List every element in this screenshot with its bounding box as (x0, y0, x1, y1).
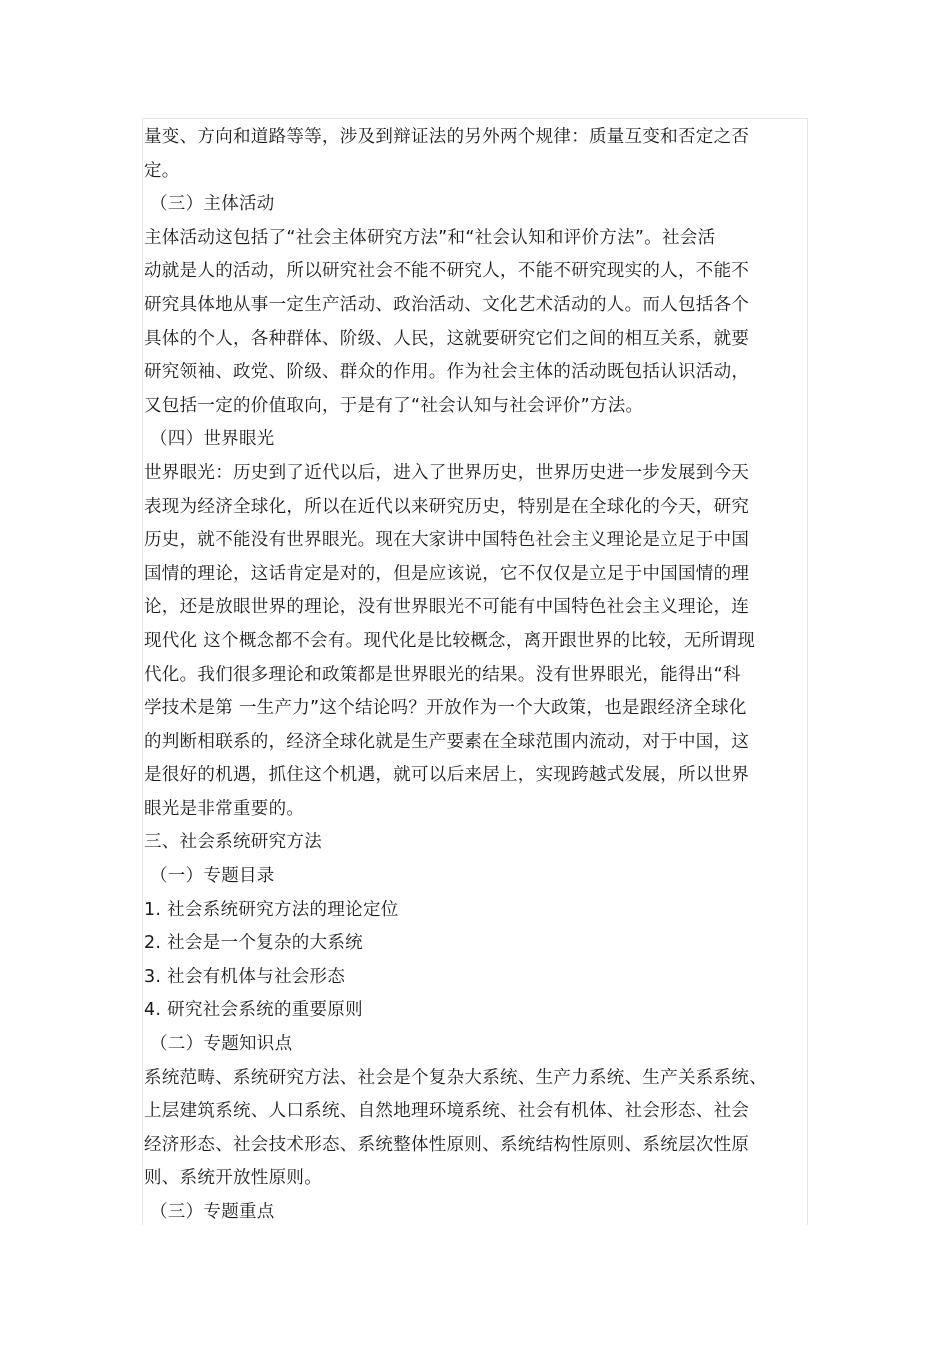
text-line: 研究领袖、政党、阶级、群众的作用。作为社会主体的活动既包括认识活动， (144, 362, 750, 383)
text-line: 动就是人的活动，所以研究社会不能不研究人，不能不研究现实的人，不能不 (144, 261, 750, 282)
text-line: 定。 (144, 160, 180, 181)
text-line: 代化。我们很多理论和政策都是世界眼光的结果。没有世界眼光，能得出“科 (144, 664, 741, 685)
text-line: 学技术是第 一生产力”这个结论吗？开放作为一个大政策，也是跟经济全球化 (144, 698, 747, 719)
section-heading: （四）世界眼光 (150, 429, 275, 450)
text-line: 上层建筑系统、人口系统、自然地理环境系统、社会有机体、社会形态、社会 (144, 1101, 750, 1122)
text-line: 系统范畴、系统研究方法、社会是个复杂大系统、生产力系统、生产关系系统、 (144, 1067, 767, 1088)
list-item: 2. 社会是一个复杂的大系统 (144, 933, 363, 954)
list-item: 4. 研究社会系统的重要原则 (144, 1000, 363, 1021)
text-line: 国情的理论，这话肯定是对的，但是应该说，它不仅仅是立足于中国国情的理 (144, 563, 750, 584)
text-line: 表现为经济全球化，所以在近代以来研究历史，特别是在全球化的今天，研究 (144, 496, 750, 517)
text-line: 世界眼光：历史到了近代以后，进入了世界历史，世界历史进一步发展到今天 (144, 462, 750, 483)
text-line: 又包括一定的价值取向，于是有了“社会认知与社会评价”方法。 (144, 395, 644, 416)
section-heading: （三）主体活动 (150, 194, 275, 215)
text-line: 眼光是非常重要的。 (144, 798, 305, 819)
section-heading: （一）专题目录 (150, 866, 275, 887)
text-line: 则、系统开放性原则。 (144, 1168, 322, 1189)
text-line: 研究具体地从事一定生产活动、政治活动、文化艺术活动的人。而人包括各个 (144, 294, 750, 315)
list-item: 3. 社会有机体与社会形态 (144, 966, 346, 987)
text-line: 论，还是放眼世界的理论，没有世界眼光不可能有中国特色社会主义理论，连 (144, 597, 750, 618)
text-line: 主体活动这包括了“社会主体研究方法”和“社会认知和评价方法”。社会活 (144, 227, 716, 248)
text-line: 经济形态、社会技术形态、系统整体性原则、系统结构性原则、系统层次性原 (144, 1134, 750, 1155)
text-line: 量变、方向和道路等等，涉及到辩证法的另外两个规律：质量互变和否定之否 (144, 127, 750, 147)
text-line: 的判断相联系的，经济全球化就是生产要素在全球范围内流动，对于中国，这 (144, 731, 750, 752)
document-body (144, 121, 784, 1230)
text-line: 具体的个人，各种群体、阶级、人民，这就要研究它们之间的相互关系，就要 (144, 328, 750, 349)
section-heading: （二）专题知识点 (150, 1034, 293, 1055)
chapter-heading: 三、社会系统研究方法 (144, 832, 322, 853)
list-item: 1. 社会系统研究方法的理论定位 (144, 899, 399, 920)
text-line: 现代化 这个概念都不会有。现代化是比较概念，离开跟世界的比较，无所谓现 (144, 630, 756, 651)
text-line: 历史，就不能没有世界眼光。现在大家讲中国特色社会主义理论是立足于中国 (144, 530, 750, 551)
section-heading: （三）专题重点 (150, 1202, 275, 1222)
text-line: 是很好的机遇，抓住这个机遇，就可以后来居上，实现跨越式发展，所以世界 (144, 765, 750, 786)
